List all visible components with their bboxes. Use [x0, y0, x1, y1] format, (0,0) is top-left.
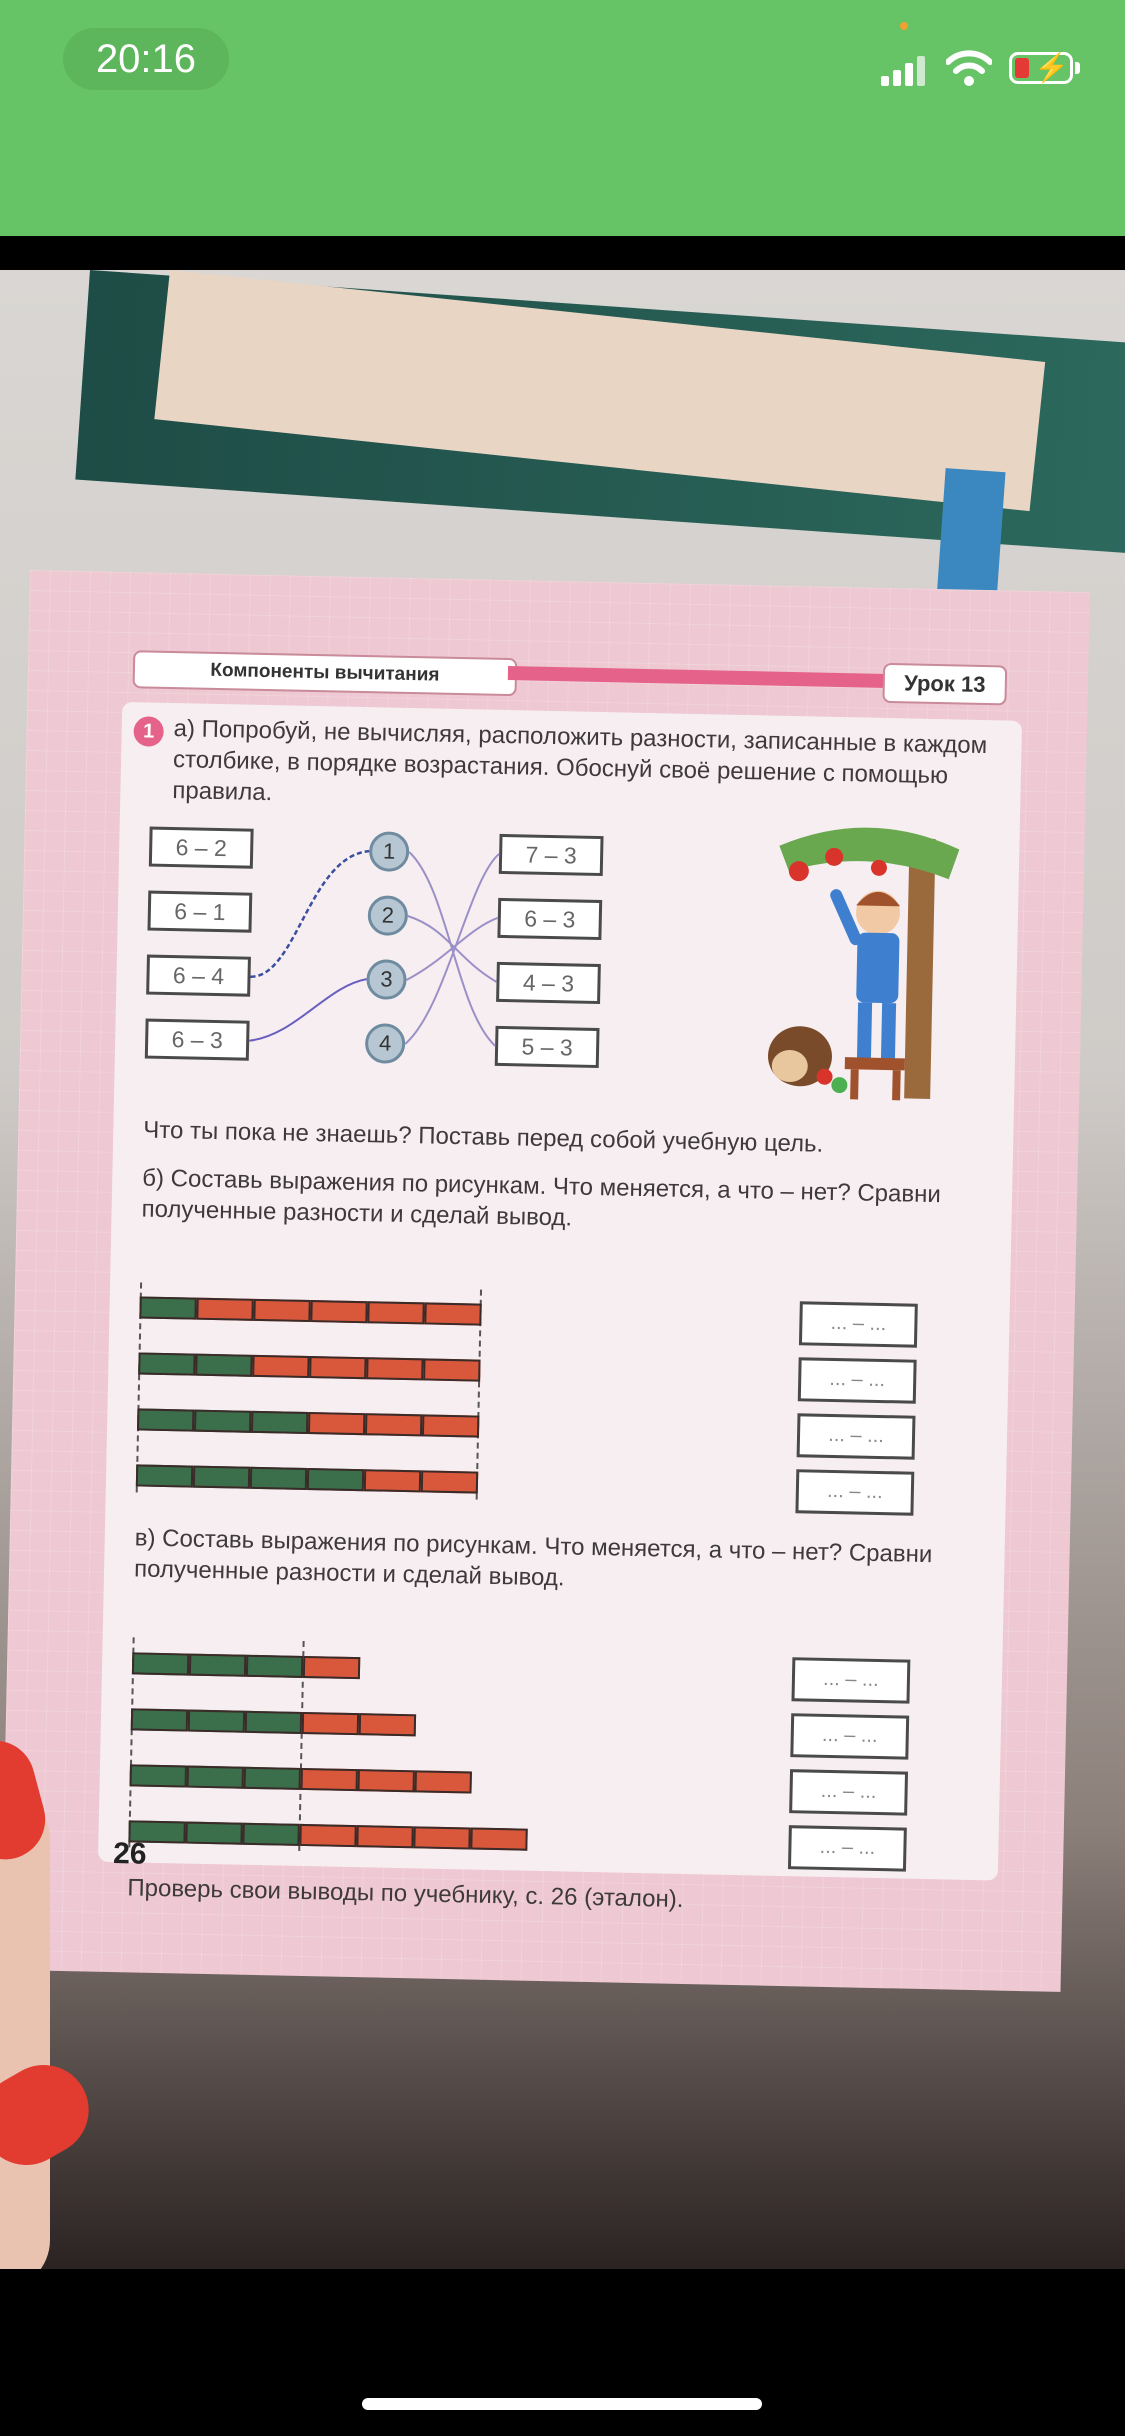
task-a-text: а) Попробуй, не вычисляя, расположить разности, записанные в каждом столбике, в порядке возрастания. Обоснуй своё решение с помощью правила. — [172, 715, 988, 807]
battery-tip — [1075, 62, 1080, 74]
order-circle: 1 — [369, 831, 410, 872]
green-segment — [244, 1767, 301, 1790]
red-segment — [357, 1769, 414, 1792]
task-v-text: в) Составь выражения по рисункам. Что меняется, а что – нет? Сравни полученные разности и сделай вывод. — [133, 1524, 933, 1592]
red-segment — [366, 1357, 423, 1380]
expression-box: 6 – 1 — [147, 891, 252, 933]
expression-box: 6 – 4 — [146, 955, 251, 997]
answer-box[interactable]: ... – ... — [789, 1769, 908, 1815]
answer-box[interactable]: ... – ... — [799, 1301, 918, 1347]
red-segment — [196, 1298, 253, 1321]
segment-bar — [128, 1820, 527, 1850]
green-segment — [132, 1652, 189, 1675]
red-segment — [421, 1470, 478, 1493]
red-segment — [364, 1469, 421, 1492]
order-circle: 4 — [365, 1023, 406, 1064]
battery-icon — [1009, 52, 1073, 84]
green-segment — [185, 1822, 242, 1845]
green-segment — [188, 1710, 245, 1733]
red-segment — [424, 1302, 481, 1325]
red-segment — [359, 1713, 416, 1736]
answer-box[interactable]: ... – ... — [795, 1469, 914, 1515]
segment-bar — [130, 1764, 472, 1793]
green-segment — [251, 1411, 308, 1434]
red-segment — [252, 1355, 309, 1378]
red-segment — [413, 1826, 470, 1849]
red-segment — [422, 1414, 479, 1437]
hand — [0, 1790, 50, 2269]
green-segment — [307, 1468, 364, 1491]
page-number: 26 — [112, 1837, 147, 1871]
status-time: 20:16 — [63, 28, 229, 90]
red-segment — [302, 1712, 359, 1735]
red-segment — [253, 1299, 310, 1322]
green-segment — [246, 1655, 303, 1678]
home-indicator[interactable] — [362, 2398, 762, 2410]
green-segment — [194, 1410, 251, 1433]
expression-box: 6 – 3 — [497, 898, 602, 940]
connection-lines — [114, 702, 642, 1093]
red-segment — [470, 1828, 527, 1851]
boy-and-hedgehog-illustration — [754, 815, 990, 1110]
battery-level — [1015, 58, 1029, 78]
green-segment — [245, 1711, 302, 1734]
green-segment — [131, 1708, 188, 1731]
red-segment — [299, 1824, 356, 1847]
red-segment — [367, 1301, 424, 1324]
cellular-signal-icon — [881, 56, 933, 86]
green-segment — [137, 1408, 194, 1431]
task-number: 1 — [133, 716, 164, 747]
segment-bar — [131, 1708, 416, 1736]
segment-bar — [138, 1352, 480, 1381]
green-segment — [250, 1467, 307, 1490]
green-segment — [193, 1466, 250, 1489]
red-segment — [301, 1768, 358, 1791]
green-segment — [138, 1352, 195, 1375]
expression-box: 7 – 3 — [499, 834, 604, 876]
red-segment — [423, 1358, 480, 1381]
answer-box[interactable]: ... – ... — [788, 1825, 907, 1871]
goal-text: Что ты пока не знаешь? Поставь перед собой учебную цель. — [143, 1116, 824, 1158]
order-circle: 2 — [367, 895, 408, 936]
red-segment — [308, 1412, 365, 1435]
wifi-icon — [946, 50, 992, 86]
red-segment — [310, 1300, 367, 1323]
red-segment — [414, 1770, 471, 1793]
status-bar — [0, 0, 1125, 236]
green-segment — [187, 1766, 244, 1789]
segment-bar — [136, 1464, 478, 1493]
green-segment — [195, 1354, 252, 1377]
red-segment — [356, 1825, 413, 1848]
red-segment — [303, 1656, 360, 1679]
textbook-photo — [0, 270, 1125, 2269]
expression-box: 4 – 3 — [496, 962, 601, 1004]
content-area — [98, 702, 1022, 1913]
green-segment — [130, 1764, 187, 1787]
header-stripe — [508, 666, 888, 688]
segment-bar — [137, 1408, 479, 1437]
task-b-text: б) Составь выражения по рисункам. Что меняется, а что – нет? Сравни полученные разности и сделай вывод. — [141, 1164, 942, 1232]
charging-bolt-icon: ⚡ — [1034, 52, 1069, 83]
section-title: Компоненты вычитания — [133, 650, 518, 696]
segment-bar — [139, 1296, 481, 1325]
workbook-page — [1, 570, 1090, 1992]
green-segment — [189, 1654, 246, 1677]
segment-bar — [132, 1652, 360, 1679]
green-segment — [139, 1296, 196, 1319]
answer-box[interactable]: ... – ... — [797, 1413, 916, 1459]
green-segment — [136, 1464, 193, 1487]
order-circle: 3 — [366, 959, 407, 1000]
green-segment — [242, 1823, 299, 1846]
answer-box[interactable]: ... – ... — [790, 1713, 909, 1759]
check-text: Проверь свои выводы по учебнику, с. 26 (эталон). — [127, 1874, 684, 1913]
answer-box[interactable]: ... – ... — [798, 1357, 917, 1403]
expression-box: 6 – 3 — [145, 1019, 250, 1061]
red-segment — [309, 1356, 366, 1379]
expression-box: 6 – 2 — [149, 827, 254, 869]
answer-box[interactable]: ... – ... — [791, 1657, 910, 1703]
red-segment — [365, 1413, 422, 1436]
expression-box: 5 – 3 — [495, 1026, 600, 1068]
privacy-indicator-icon — [900, 22, 908, 30]
lesson-badge: Урок 13 — [882, 663, 1007, 706]
